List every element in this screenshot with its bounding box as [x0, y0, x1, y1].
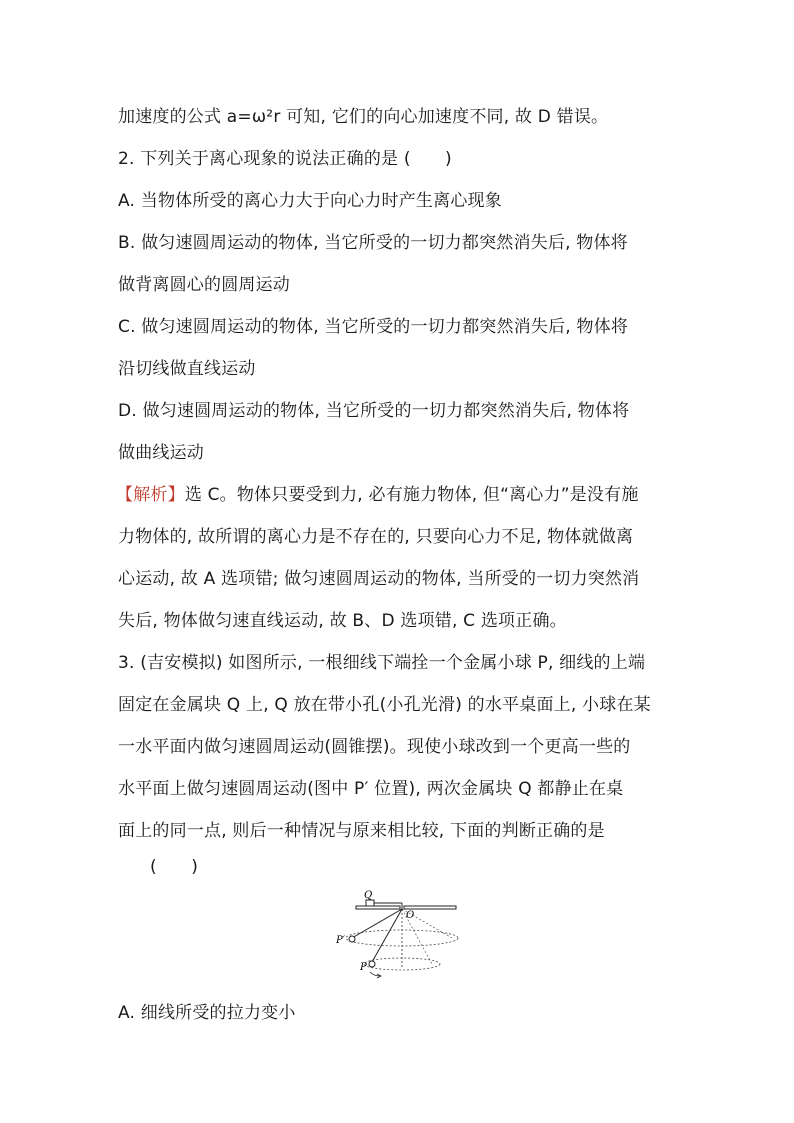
- ball-p-prime: [349, 936, 355, 942]
- question-3-line-1: 3. (吉安模拟) 如图所示, 一根细线下端拴一个金属小球 P, 细线的上端: [118, 653, 646, 673]
- table-surface-right: [404, 906, 456, 909]
- question-2-option-b-line-2: 做背离圆心的圆周运动: [118, 275, 290, 295]
- question-3-line-5: 面上的同一点, 则后一种情况与原来相比较, 下面的判断正确的是: [118, 821, 605, 841]
- analysis-line-4: 失后, 物体做匀速直线运动, 故 B、D 选项错, C 选项正确。: [118, 611, 567, 631]
- question-2-option-c-line-1: C. 做匀速圆周运动的物体, 当它所受的一切力都突然消失后, 物体将: [118, 317, 629, 337]
- label-o: O: [406, 910, 415, 921]
- question-3-line-3: 一水平面内做匀速圆周运动(圆锥摆)。现使小球改到一个更高一些的: [118, 737, 631, 757]
- table-surface: [356, 906, 400, 909]
- string-to-p-prime: [352, 909, 402, 938]
- analysis-text-1: 选 C。物体只要受到力, 必有施力物体, 但“离心力”是没有施: [184, 485, 639, 505]
- ball-p: [369, 961, 375, 967]
- question-2-option-a: A. 当物体所受的离心力大于向心力时产生离心现象: [118, 191, 502, 211]
- question-3-option-a: A. 细线所受的拉力变小: [118, 1003, 296, 1023]
- label-p-prime: P′: [336, 935, 345, 946]
- analysis-tag: 【解析】: [116, 485, 185, 505]
- conical-pendulum-figure: [330, 888, 465, 980]
- text-line-1: 加速度的公式 a=ω²r 可知, 它们的向心加速度不同, 故 D 错误。: [118, 107, 609, 127]
- analysis-line-3: 心运动, 故 A 选项错; 做匀速圆周运动的物体, 当所受的一切力突然消: [118, 569, 640, 589]
- question-2-option-d-line-1: D. 做匀速圆周运动的物体, 当它所受的一切力都突然消失后, 物体将: [118, 401, 630, 421]
- analysis-line-2: 力物体的, 故所谓的离心力是不存在的, 只要向心力不足, 物体就做离: [118, 527, 634, 547]
- string-to-p: [372, 909, 402, 962]
- analysis-line-1: [116, 484, 639, 506]
- question-3-answer-bracket: ( ): [150, 857, 199, 877]
- question-2-option-d-line-2: 做曲线运动: [118, 443, 204, 463]
- motion-arrow: [370, 972, 380, 976]
- label-p: P: [360, 962, 367, 973]
- question-2-option-c-line-2: 沿切线做直线运动: [118, 359, 256, 379]
- question-3-line-4: 水平面上做匀速圆周运动(图中 P′ 位置), 两次金属块 Q 都静止在桌: [118, 779, 624, 799]
- question-2-stem: 2. 下列关于离心现象的说法正确的是 ( ): [118, 149, 452, 169]
- question-2-option-b-line-1: B. 做匀速圆周运动的物体, 当它所受的一切力都突然消失后, 物体将: [118, 233, 628, 253]
- question-3-line-2: 固定在金属块 Q 上, Q 放在带小孔(小孔光滑) 的水平桌面上, 小球在某: [118, 695, 651, 715]
- label-q: Q: [364, 890, 373, 901]
